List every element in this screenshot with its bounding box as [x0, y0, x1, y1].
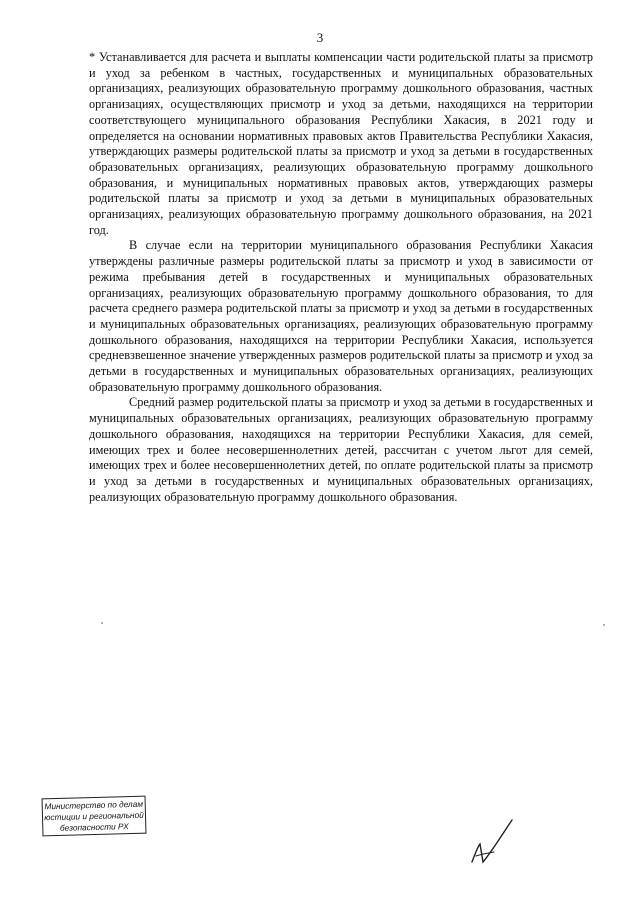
document-body — [89, 50, 593, 505]
ministry-stamp — [42, 796, 147, 837]
signature-mark — [462, 816, 522, 872]
scan-mark-right — [603, 624, 605, 626]
stamp-line-1: Министерство по делам — [44, 798, 144, 812]
paragraph-different-rates: В случае если на территории муниципального образования Республики Хакасия утверждены различные размеры родительской платы за присмотр и уход в зависимости от режима пребывания детей в государственных и муниципальных образовательных организациях, реализующих образовательную программу дошкольного образования, то для расчета среднего размера родительской платы за присмотр и уход за детьми в государственных и муниципальных образовательных организациях, реализующих образовательную программу дошкольного образования, находящихся на территории Республики Хакасия, используется средневзвешенное значение утвержденных размеров родительской платы за присмотр и уход за детьми в государственных и муниципальных образовательных организациях, реализующих образовательную программу дошкольного образования. — [89, 238, 593, 394]
paragraph-footnote: * Устанавливается для расчета и выплаты компенсации части родительской платы за присмотр и уход за ребенком в частных, государственных и муниципальных образовательных организациях, реализующих образовательную программу дошкольного образования, частных организациях, осуществляющих присмотр и уход за детьми, находящихся на территории соответствующего муниципального образования Республики Хакасия, в 2021 году и определяется на основании нормативных правовых актов Правительства Республики Хакасия, утверждающих размеры родительской платы за присмотр и уход за детьми в государственных образовательных организациях, реализующих образовательную программу дошкольного образования, и муниципальных нормативных правовых актов, утверждающих размеры родительской платы за присмотр и уход за детьми в муниципальных образовательных организациях, реализующих образовательную программу дошкольного образования, на 2021 год. — [89, 50, 593, 237]
scan-mark-left — [101, 622, 103, 624]
paragraph-average-rate: Средний размер родительской платы за присмотр и уход за детьми в государственных и муниципальных образовательных организациях, реализующих образовательную программу дошкольного образования, находящихся на территории Республики Хакасия, для семей, имеющих трех и более несовершеннолетних детей, рассчитан с учетом льгот для семей, имеющих трех и более несовершеннолетних детей, по оплате родительской платы за присмотр и уход за детьми в государственных и муниципальных образовательных организациях, реализующих образовательную программу дошкольного образования. — [89, 395, 593, 504]
stamp-line-3: безопасности РХ — [59, 821, 129, 833]
page-number: 3 — [316, 30, 324, 45]
stamp-line-2: юстиции и региональной — [44, 809, 144, 823]
